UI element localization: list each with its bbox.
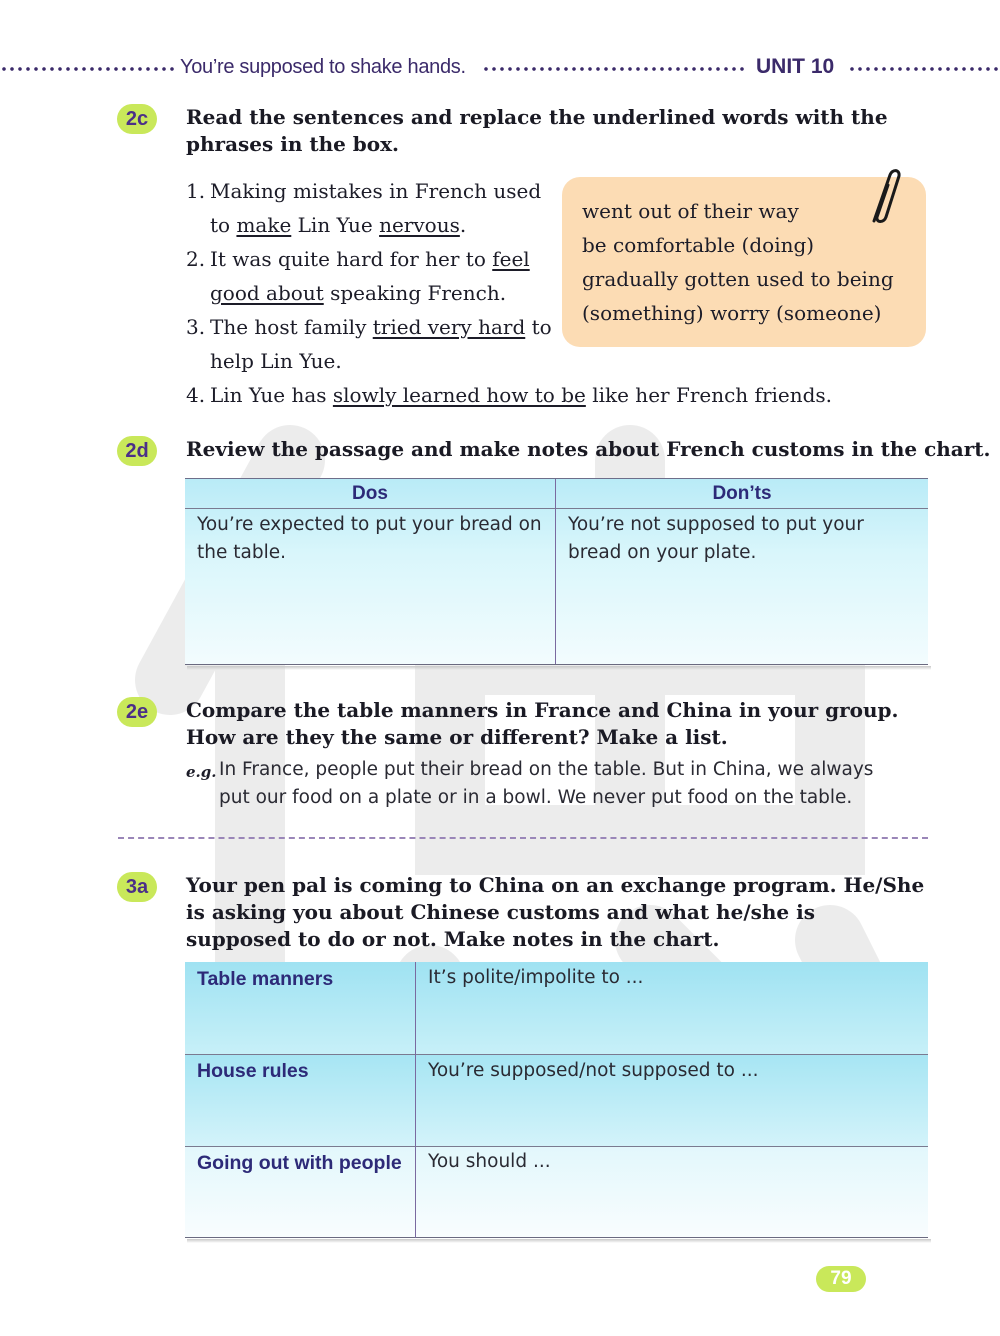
instruction-2c: Read the sentences and replace the underlined words with the phrases in the box. bbox=[186, 105, 888, 156]
donts-note: You’re not supposed to put your bread on your plate. bbox=[568, 514, 864, 563]
row-divider bbox=[185, 1146, 928, 1147]
example-label: e.g. bbox=[186, 763, 217, 781]
sentence-text: It was quite hard for her to bbox=[210, 247, 493, 271]
chinese-customs-chart bbox=[185, 962, 928, 1238]
sentence-number: 4. bbox=[186, 383, 206, 407]
instruction-2d: Review the passage and make notes about French customs in the chart. bbox=[186, 437, 991, 461]
sentence-number: 3. bbox=[186, 315, 206, 339]
chart-shadow bbox=[187, 666, 931, 670]
sentence-text: Making mistakes in French used bbox=[210, 179, 542, 203]
header-dots-left bbox=[0, 66, 174, 72]
sentence-number: 1. bbox=[186, 179, 206, 203]
sentence-number: 2. bbox=[186, 247, 206, 271]
header-title: You’re supposed to shake hands. bbox=[180, 56, 466, 78]
page-number: 79 bbox=[816, 1266, 866, 1292]
phrase-item: went out of their way bbox=[582, 199, 799, 223]
underlined-word: make bbox=[236, 213, 292, 237]
sentence-text: like her French friends. bbox=[585, 383, 833, 407]
sentence-text: Lin Yue has bbox=[210, 383, 333, 407]
section-divider bbox=[118, 837, 928, 839]
sentence-text: The host family bbox=[210, 315, 373, 339]
underlined-word: nervous bbox=[379, 213, 460, 237]
sentence-text: speaking French. bbox=[323, 281, 507, 305]
bottom-border bbox=[185, 1237, 928, 1238]
badge-3a: 3a bbox=[117, 872, 157, 902]
dos-note: You’re expected to put your bread on the table. bbox=[197, 514, 542, 563]
row-divider bbox=[185, 1054, 928, 1055]
badge-2c: 2c bbox=[117, 104, 157, 134]
header-unit-label: UNIT 10 bbox=[756, 55, 835, 78]
badge-2e: 2e bbox=[117, 697, 157, 727]
row-label-going-out: Going out with people bbox=[197, 1152, 402, 1174]
header-dots-middle bbox=[482, 66, 748, 72]
phrase-item: (something) worry (someone) bbox=[582, 301, 882, 325]
header-divider bbox=[185, 508, 928, 509]
column-header-dos: Dos bbox=[352, 483, 388, 504]
example-line-1: In France, people put their bread on the table. But in China, we always bbox=[219, 759, 874, 780]
paperclip-icon bbox=[864, 165, 904, 229]
running-header bbox=[0, 52, 1000, 84]
column-header-donts: Don’ts bbox=[712, 483, 772, 504]
sentence-text: Lin Yue bbox=[291, 213, 380, 237]
row-note-table-manners: It’s polite/impolite to ... bbox=[428, 967, 644, 988]
row-note-house-rules: You’re supposed/not supposed to ... bbox=[428, 1060, 759, 1081]
row-label-table-manners: Table manners bbox=[197, 968, 334, 990]
chart-shadow bbox=[187, 1239, 931, 1243]
instruction-3a: Your pen pal is coming to China on an exchange program. He/She is asking you about Chinese customs and what he/she is supposed to do or not. Make notes in the chart. bbox=[186, 873, 925, 951]
row-note-going-out: You should ... bbox=[428, 1151, 551, 1172]
row-label-house-rules: House rules bbox=[197, 1060, 309, 1082]
column-divider bbox=[415, 962, 416, 1238]
underlined-word: tried very hard bbox=[372, 315, 526, 339]
sentence-text: to bbox=[210, 213, 237, 237]
phrase-item: be comfortable (doing) bbox=[582, 233, 815, 257]
chart-background bbox=[185, 479, 928, 665]
bottom-border bbox=[185, 664, 928, 665]
underlined-word: good about bbox=[210, 281, 324, 305]
underlined-word: feel bbox=[492, 247, 530, 271]
header-dots-right bbox=[848, 66, 1000, 72]
customs-chart bbox=[185, 478, 928, 665]
column-divider bbox=[555, 479, 556, 665]
sentence-text: to bbox=[525, 315, 552, 339]
badge-2d: 2d bbox=[117, 436, 157, 466]
instruction-2e: Compare the table manners in France and China in your group. How are they the same or different? Make a list. bbox=[186, 698, 899, 749]
sentence-text: . bbox=[459, 213, 467, 237]
underlined-word: slowly learned how to be bbox=[332, 383, 586, 407]
sentence-text: help Lin Yue. bbox=[210, 349, 342, 373]
phrase-item: gradually gotten used to being bbox=[582, 267, 894, 291]
example-line-2: put our food on a plate or in a bowl. We never put food on the table. bbox=[219, 787, 853, 808]
